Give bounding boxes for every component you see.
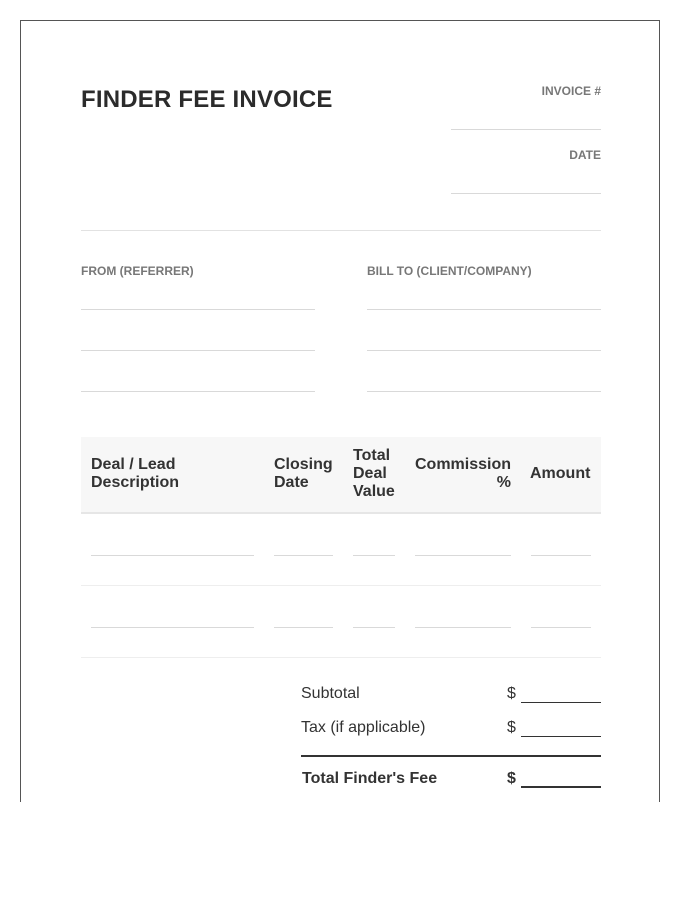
row-2-commission-field[interactable] bbox=[415, 627, 511, 628]
header-total-deal-value: Total Deal Value bbox=[353, 447, 395, 500]
row-2-deal-value-field[interactable] bbox=[353, 627, 395, 628]
header-commission: Commission % bbox=[414, 456, 511, 491]
from-label: FROM (REFERRER) bbox=[81, 264, 194, 278]
bill-to-line-2[interactable] bbox=[367, 350, 601, 351]
total-field[interactable] bbox=[521, 786, 601, 788]
total-label: Total Finder's Fee bbox=[302, 770, 438, 787]
total-currency: $ bbox=[507, 770, 516, 787]
header-amount: Amount bbox=[530, 465, 591, 482]
from-line-3[interactable] bbox=[81, 391, 315, 392]
row-2-amount-field[interactable] bbox=[531, 627, 591, 628]
table-row bbox=[81, 586, 601, 658]
total-divider bbox=[301, 755, 601, 757]
row-1-commission-field[interactable] bbox=[415, 555, 511, 556]
invoice-title: FINDER FEE INVOICE bbox=[81, 86, 333, 113]
row-1-closing-date-field[interactable] bbox=[274, 555, 333, 556]
table-row bbox=[81, 514, 601, 586]
deals-table bbox=[81, 437, 601, 658]
table-header bbox=[81, 437, 601, 514]
date-field[interactable] bbox=[451, 193, 601, 194]
row-1-amount-field[interactable] bbox=[531, 555, 591, 556]
subtotal-field[interactable] bbox=[521, 702, 601, 703]
row-1-description-field[interactable] bbox=[91, 555, 254, 556]
invoice-page bbox=[20, 20, 660, 802]
invoice-number-field[interactable] bbox=[451, 129, 601, 130]
tax-label: Tax (if applicable) bbox=[301, 719, 426, 736]
row-1-deal-value-field[interactable] bbox=[353, 555, 395, 556]
row-2-closing-date-field[interactable] bbox=[274, 627, 333, 628]
header-description: Deal / Lead Description bbox=[91, 456, 180, 491]
bill-to-line-1[interactable] bbox=[367, 309, 601, 310]
from-line-2[interactable] bbox=[81, 350, 315, 351]
subtotal-currency: $ bbox=[507, 685, 516, 702]
header-closing-date: Closing Date bbox=[274, 456, 333, 491]
bill-to-label: BILL TO (CLIENT/COMPANY) bbox=[367, 264, 532, 278]
tax-currency: $ bbox=[507, 719, 516, 736]
invoice-number-label: INVOICE # bbox=[541, 84, 601, 98]
subtotal-label: Subtotal bbox=[301, 685, 360, 702]
bill-to-line-3[interactable] bbox=[367, 391, 601, 392]
header-divider bbox=[81, 230, 601, 231]
from-line-1[interactable] bbox=[81, 309, 315, 310]
tax-field[interactable] bbox=[521, 736, 601, 737]
row-2-description-field[interactable] bbox=[91, 627, 254, 628]
date-label: DATE bbox=[569, 148, 601, 162]
